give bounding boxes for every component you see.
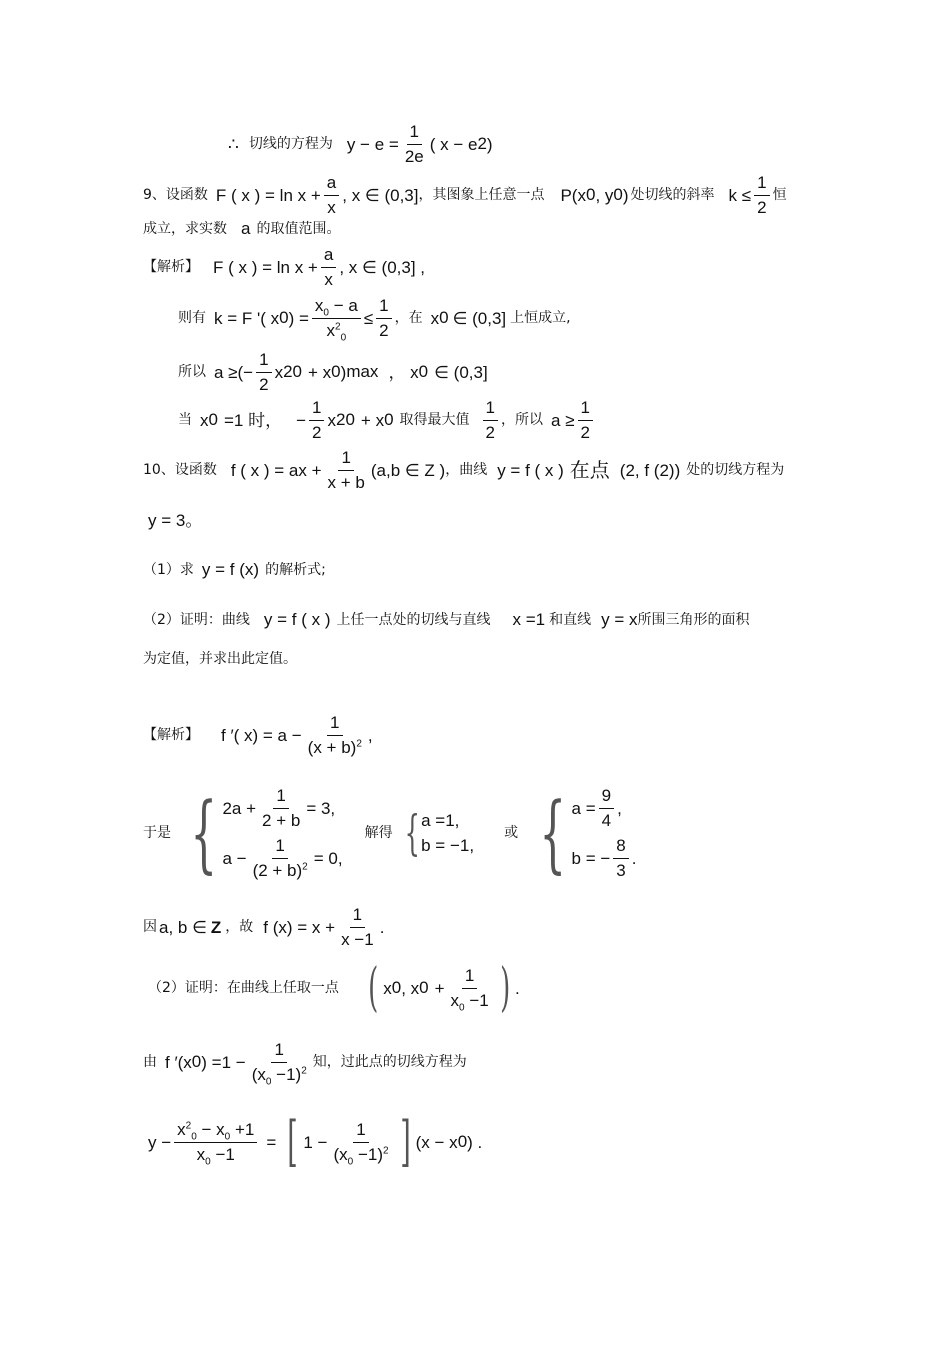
problem-10-statement: 10、设函数 f ( x ) = ax + $\frac{1}{x + b}$ (a,b ∈ Z ) ，曲线 y = f ( x ) 在点 (2, f (2)) 处的切线方程为 [143,448,785,492]
solution-system-1: { a =1, b = −1, [404,805,475,862]
solution-10-conclusion: 因 a, b ∈ Z ，故 f (x) = x + $\frac{1}{x -1}$ . [143,905,385,949]
problem-10-question-2: （2）证明：曲线 y = f ( x ) 上任一点处的切线与直线 x =1 和直线 y = x 所围三角形的面积 [143,610,750,629]
tangent-line-conclusion: ∴ 切线的方程为 y − e = $\frac{1}{2e}$ ( x − e 2 ) [228,122,493,166]
problem-9-statement-cont: 成立，求实数 a 的取值范围。 [143,219,341,238]
solution-9-line-2: 则有 k = F '( x 0 ) = $\frac{x_0 - a}{x^2_0}$ ≤ $\frac{1}{2}$ ，在 x 0 ∈ (0,3] 上恒成立, [178,296,571,343]
point-coordinates: ( x 0 , x 0 + $\frac{1}{x_0 -1}$ ) [367,958,510,1018]
left-paren-icon: ( [367,958,379,1018]
solution-10-tangent-equation: y − $\frac{x^2_0 - x_0 +1}{x_0 -1}$ = [ 1 − $\frac{1}{(x_0 -1)^2}$ ] (x − x 0 ) . [148,1110,483,1173]
right-paren-icon: ) [499,958,510,1018]
solution-system-2: { a = $\frac{9}{4}$ , b = − $\frac{8}{3}$ . [539,784,637,883]
right-bracket-icon: ] [399,1110,411,1173]
left-brace-icon: { [404,805,420,862]
solution-9-line-1: 【解析】 F ( x ) = ln x + $\frac{a}{x}$ , x ∈ (0,3] , [143,245,425,289]
left-brace-icon: { [190,784,218,883]
solution-10-point: （2）证明：在曲线上任取一点 ( x 0 , x 0 + $\frac{1}{x_0 -1}$ ) . [148,958,520,1018]
problem-9-statement: 9、设函数 F ( x ) = ln x + $\frac{a}{x}$ , x ∈ (0,3] ，其图象上任意一点 P(x 0 , y 0 ) 处切线的斜率 k ≤ $\frac{1}{2}$ 恒 [143,173,787,217]
problem-10-statement-cont: y = 3。 [148,511,203,530]
solution-9-line-4: 当 x 0 =1 时， − $\frac{1}{2}$ x 2 0 + x 0 取得最大值 $\frac{1}{2}$ ，所以 a ≥ $\frac{1}{2}$ [178,398,596,442]
therefore-symbol: ∴ [228,134,239,154]
solution-10-slope: 由 f ′(x 0 ) =1 − $\frac{1}{(x_0 -1)^2}$ 知，过此点的切线方程为 [143,1040,467,1087]
left-bracket-icon: [ [287,1110,299,1173]
problem-10-question-1: （1）求 y = f (x) 的解析式; [143,560,326,579]
solution-9-line-3: 所以 a ≥(− $\frac{1}{2}$ x 2 0 + x 0 ) max ， x 0 ∈ (0,3] [178,350,488,394]
left-brace-icon: { [539,784,567,883]
solution-10-system: 于是 { 2a + $\frac{1}{2 + b}$ = 3, a − $\frac{1}{(2 + b)^2}$ = 0, 解得 { a =1, b = −1, 或 { a = $\frac{9}{4}$ , b = − $\frac{8}{3}$ . [143,784,637,883]
solution-10-derivative: 【解析】 f ′( x) = a − $\frac{1}{(x + b)^2}$ , [143,713,373,757]
equation-system: { 2a + $\frac{1}{2 + b}$ = 3, a − $\frac{1}{(2 + b)^2}$ = 0, [190,784,343,883]
problem-10-question-2-cont: 为定值，并求出此定值。 [143,651,297,667]
